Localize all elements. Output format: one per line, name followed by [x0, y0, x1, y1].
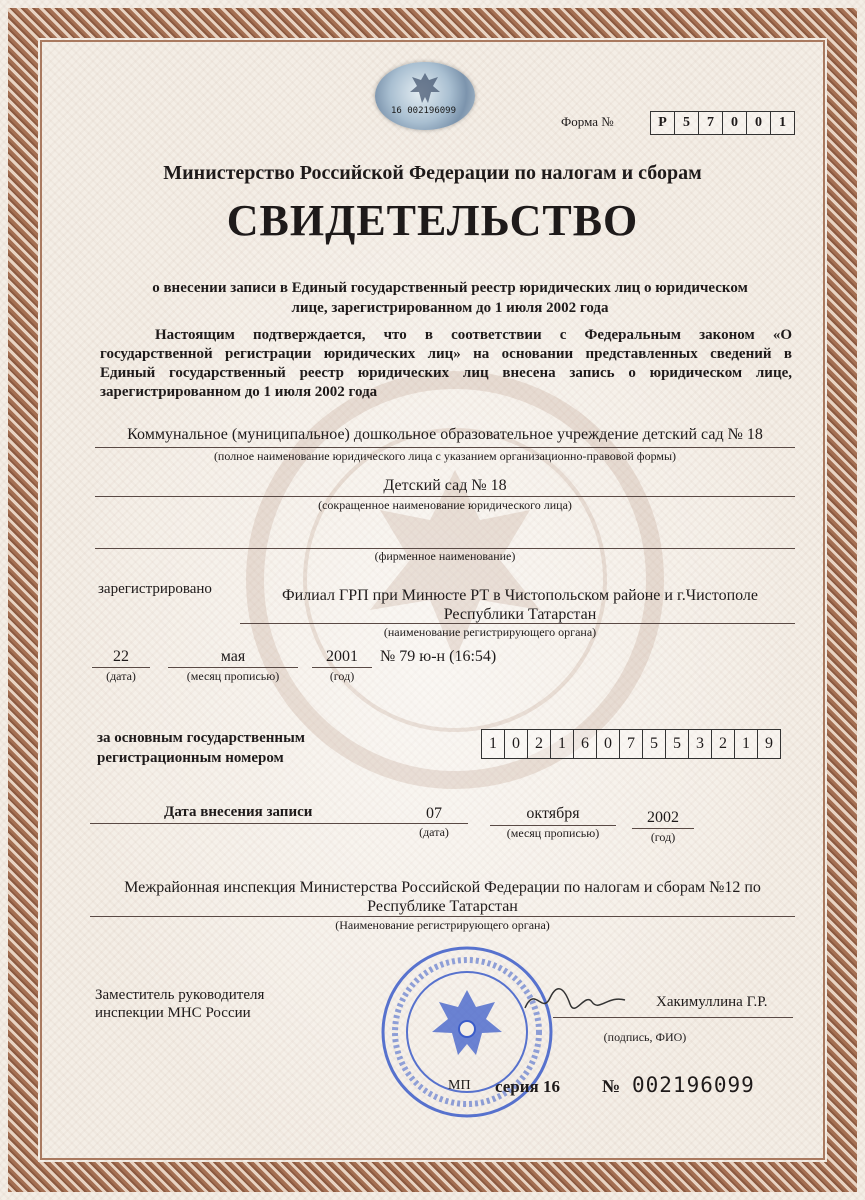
registering-organ-line-2: Республики Татарстан [443, 606, 597, 623]
full-name-value: Коммунальное (муниципальное) дошкольное образовательное учреждение детский сад № 18 [127, 426, 763, 443]
ogrn-cell: 2 [527, 729, 551, 759]
form-number-cell: 0 [746, 111, 771, 135]
entry-month-value: октября [526, 805, 580, 822]
reg-year-line [312, 667, 372, 668]
form-number-cell: 1 [770, 111, 795, 135]
subtitle-line-2: лице, зарегистрированном до 1 июля 2002 года [291, 300, 609, 316]
signatory-position [95, 986, 264, 1022]
entry-label-line [90, 823, 468, 824]
ogrn-label [97, 728, 305, 768]
reg-year-value: 2001 [326, 648, 358, 665]
body-line-3: Единый государственный реестр юридических лиц внесена запись о юридическом лице, [100, 365, 792, 381]
series-label: серия 16 [495, 1077, 560, 1096]
reg-day-line [92, 667, 150, 668]
body-line-2: государственной регистрации юридических лиц» на основании представленных сведений в [100, 346, 792, 362]
inspectorate-caption: (Наименование регистрирующего органа) [335, 918, 550, 932]
reg-month-caption: (месяц прописью) [186, 669, 280, 683]
short-name-line [95, 496, 795, 497]
reg-year-caption: (год) [329, 669, 355, 683]
document-number: 002196099 [632, 1073, 755, 1097]
registering-organ-line-1: Филиал ГРП при Минюсте РТ в Чистопольском районе и г.Чистополе [281, 587, 758, 604]
document-subtitle [120, 278, 780, 318]
ogrn-cells [482, 729, 781, 759]
reg-number-value: № 79 ю-н (16:54) [380, 648, 497, 665]
ogrn-cell: 2 [711, 729, 735, 759]
hologram-number: 16 002196099 [391, 106, 457, 116]
form-number-cell: Р [650, 111, 675, 135]
ministry-heading: Министерство Российской Федерации по налогам и сборам [163, 162, 702, 184]
ogrn-cell: 1 [734, 729, 758, 759]
eagle-icon [407, 70, 443, 110]
form-number-cells [651, 111, 795, 135]
inspectorate-line-2: Республике Татарстан [367, 898, 518, 915]
ogrn-label-line-1: за основным государственным [97, 730, 306, 746]
entry-year-line [632, 828, 694, 829]
ogrn-cell: 0 [504, 729, 528, 759]
entry-month-caption: (месяц прописью) [506, 826, 600, 840]
entry-year-value: 2002 [647, 809, 679, 826]
ogrn-label-line-2: регистрационным номером [97, 750, 284, 766]
ogrn-cell: 1 [550, 729, 574, 759]
short-name-caption: (сокращенное наименование юридического лица) [318, 498, 572, 512]
reg-month-value: мая [220, 648, 246, 665]
number-sign: № [602, 1076, 621, 1096]
signature-caption: (подпись, ФИО) [603, 1030, 687, 1044]
entry-date-label: Дата внесения записи [164, 804, 313, 820]
inspectorate-value [90, 878, 795, 916]
entry-day-value: 07 [426, 805, 442, 822]
reg-month-line [168, 667, 298, 668]
body-line-4: зарегистрированном до 1 июля 2002 года [100, 384, 378, 400]
inspectorate-line [90, 916, 795, 917]
form-number-cell: 5 [674, 111, 699, 135]
form-number-cell: 0 [722, 111, 747, 135]
firm-name-caption: (фирменное наименование) [374, 549, 516, 563]
entry-day-caption: (дата) [419, 825, 449, 839]
ogrn-cell: 7 [619, 729, 643, 759]
ogrn-cell: 1 [481, 729, 505, 759]
signature-icon [520, 980, 630, 1020]
short-name-value: Детский сад № 18 [383, 477, 507, 494]
registering-organ-caption: (наименование регистрирующего органа) [383, 625, 597, 639]
body-line-1: Настоящим подтверждается, что в соответствии с Федеральным законом «О [155, 327, 792, 343]
form-label: Форма № [561, 114, 614, 129]
subtitle-line-1: о внесении записи в Единый государственный реестр юридических лиц о юридическом [152, 280, 748, 296]
seal-place-label: МП [448, 1078, 471, 1093]
signatory-position-line-1: Заместитель руководителя [95, 987, 265, 1003]
full-name-line [95, 447, 795, 448]
ogrn-cell: 9 [757, 729, 781, 759]
reg-day-value: 22 [113, 648, 129, 665]
ogrn-cell: 0 [596, 729, 620, 759]
body-paragraph [100, 326, 792, 402]
ogrn-cell: 5 [642, 729, 666, 759]
signatory-position-line-2: инспекции МНС России [95, 1005, 251, 1021]
registering-organ-value [240, 586, 800, 624]
entry-year-caption: (год) [650, 830, 676, 844]
form-number-cell: 7 [698, 111, 723, 135]
ogrn-cell: 5 [665, 729, 689, 759]
ogrn-cell: 6 [573, 729, 597, 759]
full-name-caption: (полное наименование юридического лица с указанием организационно-правовой формы) [213, 449, 677, 463]
reg-day-caption: (дата) [106, 669, 136, 683]
signatory-name: Хакимуллина Г.Р. [656, 994, 768, 1010]
registering-organ-line [240, 623, 795, 624]
inspectorate-line-1: Межрайонная инспекция Министерства Российской Федерации по налогам и сборам №12 по [124, 879, 761, 896]
hologram-sticker [375, 62, 475, 130]
document-title: СВИДЕТЕЛЬСТВО [226, 196, 639, 245]
registered-label: зарегистрировано [98, 581, 212, 597]
ogrn-cell: 3 [688, 729, 712, 759]
signature-line [553, 1017, 793, 1018]
